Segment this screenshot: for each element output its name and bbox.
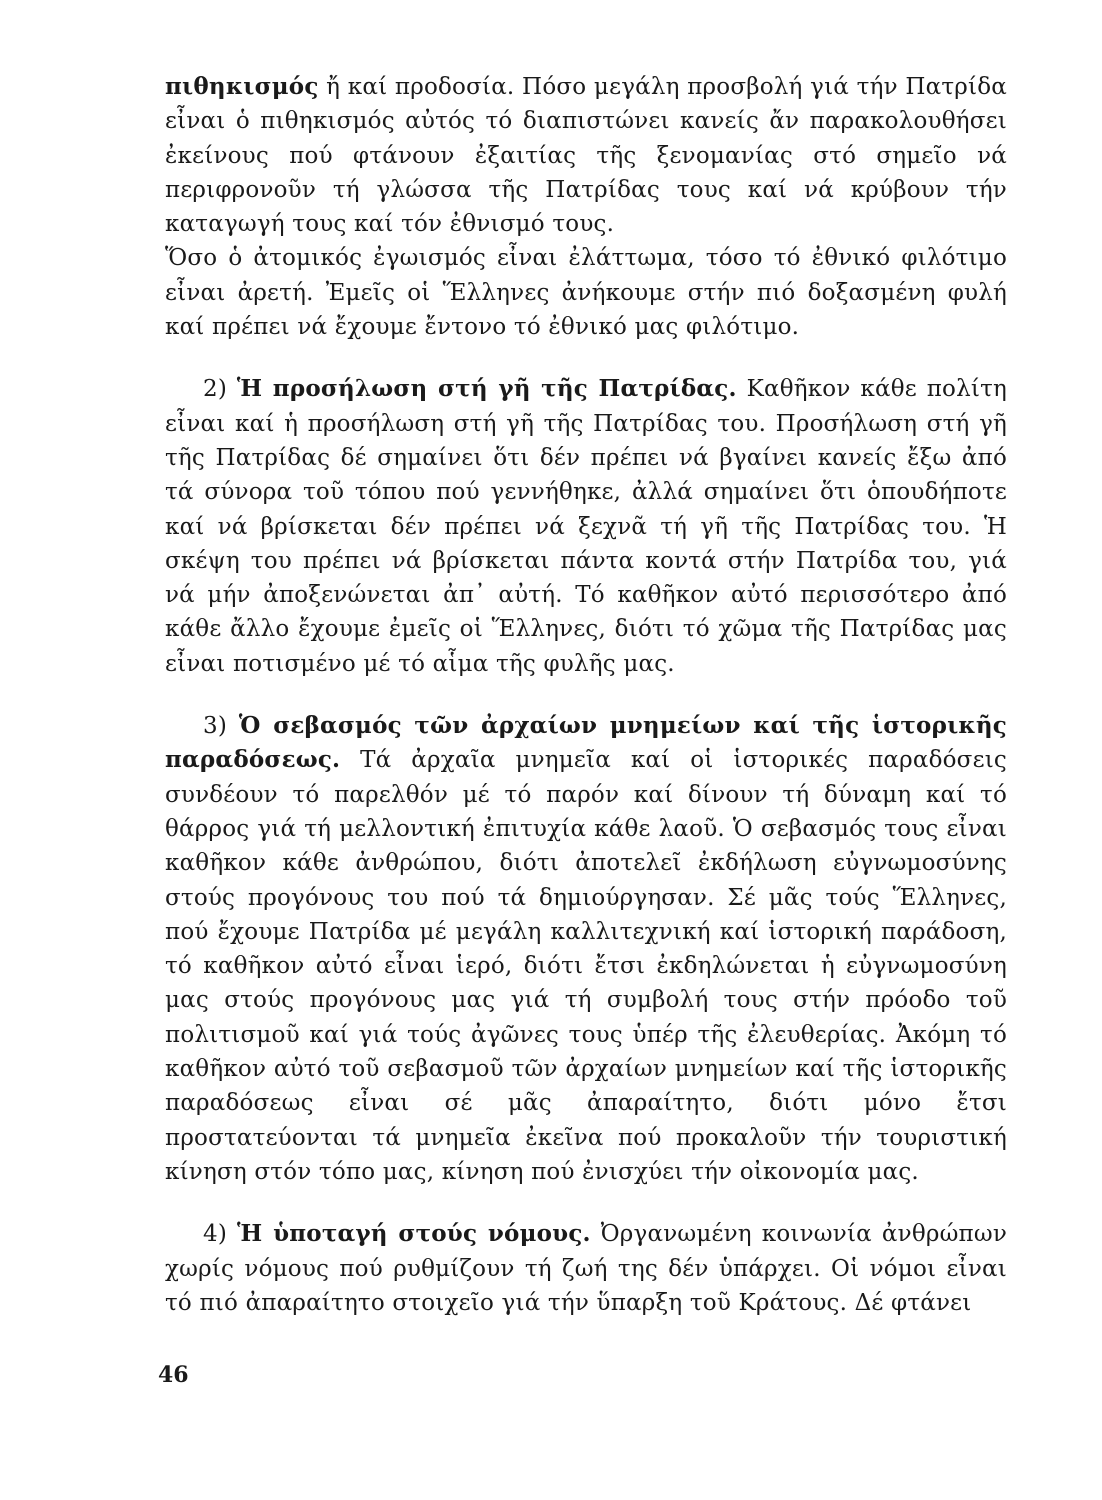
section-number: 2) — [203, 376, 237, 403]
section-number: 3) — [203, 713, 239, 740]
paragraph-philotimo — [165, 241, 1007, 344]
paragraph-text: ἤ καί προδοσία. Πόσο μεγάλη προσβολή γιά τήν Πατρίδα εἶναι ὁ πιθηκισμός αὐτός τό διαπιστώνει κανείς ἄν παρακολουθήσει ἐκείνους πού φτάνουν ἐξαιτίας τῆς ξενομανίας στό σημεῖο νά περιφρονοῦν τή γλώσσα τῆς Πατρίδας τους καί νά κρύβουν τήν καταγωγή τους καί τόν ἐθνισμό τους. — [165, 74, 1007, 238]
section-number: 4) — [203, 1221, 238, 1248]
lead-word: πιθηκισμός — [165, 73, 319, 100]
paragraph-text: Ὅσο ὁ ἀτομικός ἐγωισμός εἶναι ἐλάττωμα, τόσο τό ἐθνικό φιλότιμο εἶναι ἀρετή. Ἐμεῖς οἱ Ἕλληνες ἀνήκουμε στήν πιό δοξασμένη φυλή καί πρέπει νά ἔχουμε ἔντονο τό ἐθνικό μας φιλότιμο. — [165, 245, 1007, 341]
section-3 — [165, 709, 1007, 1189]
section-title: Ἡ ὑποταγή στούς νόμους. — [237, 1220, 591, 1248]
section-text: Ὀργανωμένη κοινωνία ἀνθρώπων χωρίς νόμους πού ρυθμίζουν τή ζωή της δέν ὑπάρχει. Οἱ νόμοι εἶναι τό πιό ἀπαραίτητο στοιχεῖο γιά τήν ὕπαρξη τοῦ Κράτους. Δέ φτάνει — [165, 1221, 1007, 1316]
section-title: Ἡ προσήλωση στή γῆ τῆς Πατρίδας. — [236, 375, 737, 403]
page-number: 46 — [158, 1362, 189, 1388]
section-text: Τά ἀρχαῖα μνημεῖα καί οἱ ἱστορικές παραδόσεις συνδέουν τό παρελθόν μέ τό παρόν καί δίνουν τή δύναμη καί τό θάρρος γιά τή μελλοντική ἐπιτυχία κάθε λαοῦ. Ὁ σεβασμός τους εἶναι καθῆκον κάθε ἀνθρώπου, διότι ἀποτελεῖ ἐκδήλωση εὐγνωμοσύνης στούς προγόνους του πού τά δημιούργησαν. Σέ μᾶς τούς Ἕλληνες, πού ἔχουμε Πατρίδα μέ μεγάλη καλλιτεχνική καί ἱστορική παράδοση, τό καθῆκον αὐτό εἶναι ἱερό, διότι ἔτσι ἐκδηλώνεται ἡ εὐγνωμοσύνη μας στούς προγόνους μας γιά τή συμβολή τους στήν πρόοδο τοῦ πολιτισμοῦ καί γιά τούς ἀγῶνες τους ὑπέρ τῆς ἐλευθερίας. Ἀκόμη τό καθῆκον αὐτό τοῦ σεβασμοῦ τῶν ἀρχαίων μνημείων καί τῆς ἱστορικῆς παραδόσεως εἶναι σέ μᾶς ἀπαραίτητο, διότι μόνο ἔτσι προστατεύονται τά μνημεῖα ἐκεῖνα πού προκαλοῦν τήν τουριστική κίνηση στόν τόπο μας, κίνηση πού ἐνισχύει τήν οἰκονομία μας. — [165, 747, 1007, 1185]
paragraph-intro — [165, 70, 1007, 241]
section-text: Καθῆκον κάθε πολίτη εἶναι καί ἡ προσήλωση στή γῆ τῆς Πατρίδας του. Προσήλωση στή γῆ τῆς Πατρίδας δέ σημαίνει ὅτι δέν πρέπει νά βγαίνει κανείς ἔξω ἀπό τά σύνορα τοῦ τόπου πού γεννήθηκε, ἀλλά σημαίνει ὅτι ὁπουδήποτε καί νά βρίσκεται δέν πρέπει νά ξεχνᾶ τή γῆ τῆς Πατρίδας του. Ἡ σκέψη του πρέπει νά βρίσκεται πάντα κοντά στήν Πατρίδα του, γιά νά μήν ἀποξενώνεται ἀπ᾽ αὐτή. Τό καθῆκον αὐτό περισσότερο ἀπό κάθε ἄλλο ἔχουμε ἐμεῖς οἱ Ἕλληνες, διότι τό χῶμα τῆς Πατρίδας μας εἶναι ποτισμένο μέ τό αἷμα τῆς φυλῆς μας. — [165, 376, 1007, 677]
body-text — [165, 70, 1007, 1320]
section-title: Ὁ σεβασμός τῶν ἀρχαίων μνημείων καί τῆς ἱστορικῆς παραδόσεως. — [165, 712, 1007, 774]
section-4 — [165, 1217, 1007, 1320]
section-2 — [165, 372, 1007, 681]
